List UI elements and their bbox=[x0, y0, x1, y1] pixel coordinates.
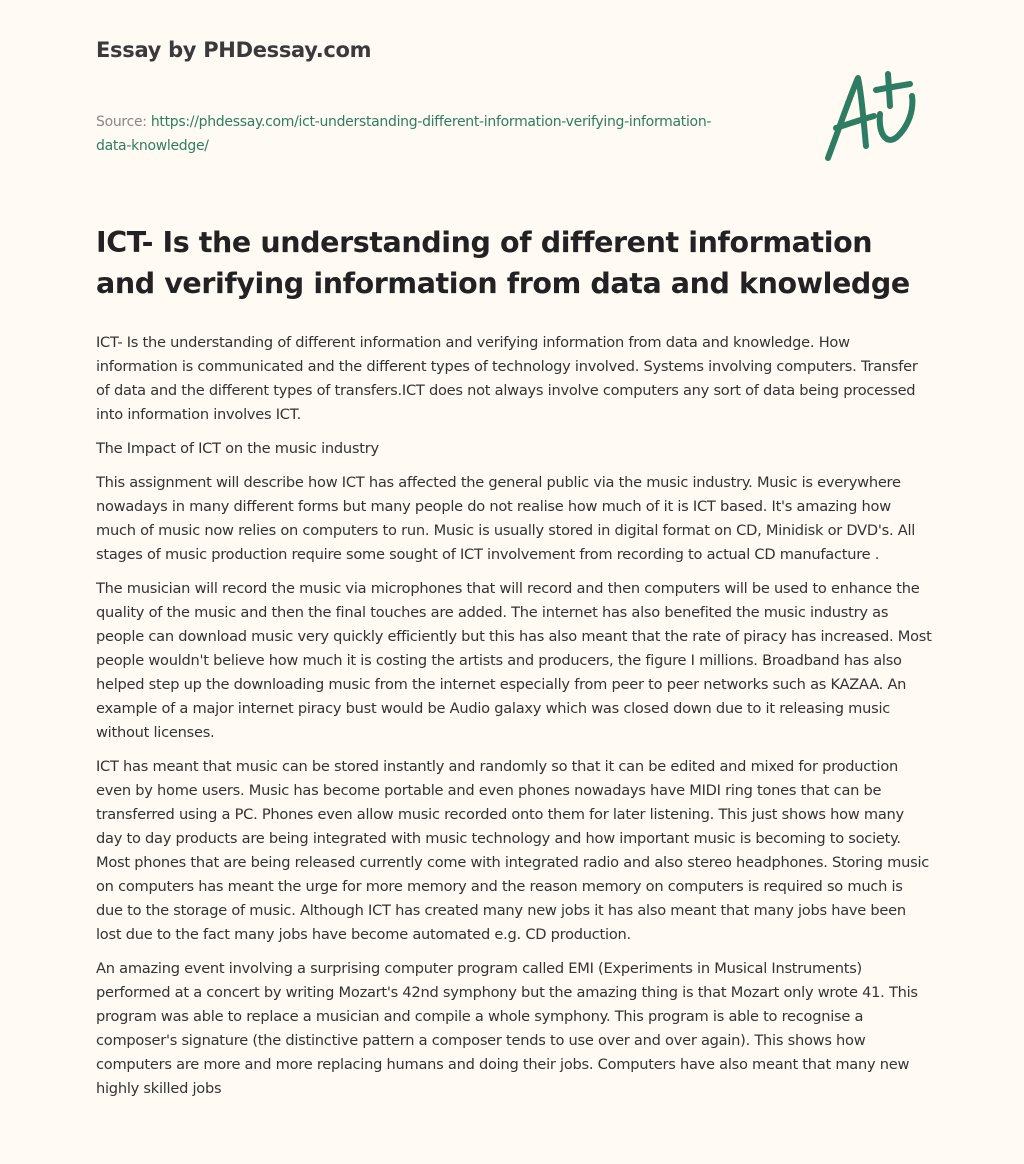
article-title: ICT- Is the understanding of different information and verifying information from data and knowledge bbox=[96, 226, 910, 300]
source-line bbox=[96, 110, 736, 158]
paragraph: The musician will record the music via microphones that will record and then computers will be used to enhance the quality of the music and then the final touches are added. The internet has also benefited the music industry as people can download music very quickly efficiently but this has also meant that the rate of piracy has increased. Most people wouldn't believe how much it is costing the artists and producers, the figure I millions. Broadband has also helped step up the downloading music from the internet especially from peer to peer networks such as KAZAA. An example of a major internet piracy bust would be Audio galaxy which was closed down due to it releasing music without licenses. bbox=[96, 580, 932, 741]
paragraph: This assignment will describe how ICT has affected the general public via the music industry. Music is everywhere nowadays in many different forms but many people do not realise how much of it is ICT based. It's amazing how much of music now relies on computers to run. Music is usually stored in digital format on CD, Minidisk or DVD's. All stages of music production require some sought of ICT involvement from recording to actual CD manufacture . bbox=[96, 474, 916, 563]
paragraph: ICT has meant that music can be stored instantly and randomly so that it can be edited and mixed for production even by home users. Music has become portable and even phones nowadays have MIDI ring tones that can be transferred using a PC. Phones even allow music recorded onto them for later listening. This just shows how many day to day products are being integrated with music technology and how important music is becoming to society. Most phones that are being released currently come with integrated radio and also stereo headphones. Storing music on computers has meant the urge for more memory and the reason memory on computers is required so much is due to the storage of music. Although ICT has created many new jobs it has also meant that many jobs have been lost due to the fact many jobs have become automated e.g. CD production. bbox=[96, 758, 930, 943]
paragraph: An amazing event involving a surprising computer program called EMI (Experiments in Musical Instruments) performed at a concert by writing Mozart's 42nd symphony but the amazing thing is that Mozart only wrote 41. This program was able to replace a musician and compile a whole symphony. This program is able to recognise a composer's signature (the distinctive pattern a composer tends to use over and over again). This shows how computers are more and more replacing humans and doing their jobs. Computers have also meant that many new highly skilled jobs bbox=[96, 960, 918, 1097]
source-label: Source: bbox=[96, 114, 147, 130]
section-heading: The Impact of ICT on the music industry bbox=[96, 440, 379, 457]
source-link[interactable]: https://phdessay.com/ict-understanding-different-information-verifying-information-data-knowledge/ bbox=[96, 114, 712, 154]
article-body bbox=[96, 331, 932, 1111]
brand-title: Essay by PHDessay.com bbox=[96, 38, 372, 62]
paragraph: ICT- Is the understanding of different information and verifying information from data and knowledge. How information is communicated and the different types of technology involved. Systems involving computers. Transfer of data and the different types of transfers.ICT does not always involve computers any sort of data being processed into information involves ICT. bbox=[96, 334, 918, 423]
a-plus-logo-icon bbox=[818, 66, 928, 166]
